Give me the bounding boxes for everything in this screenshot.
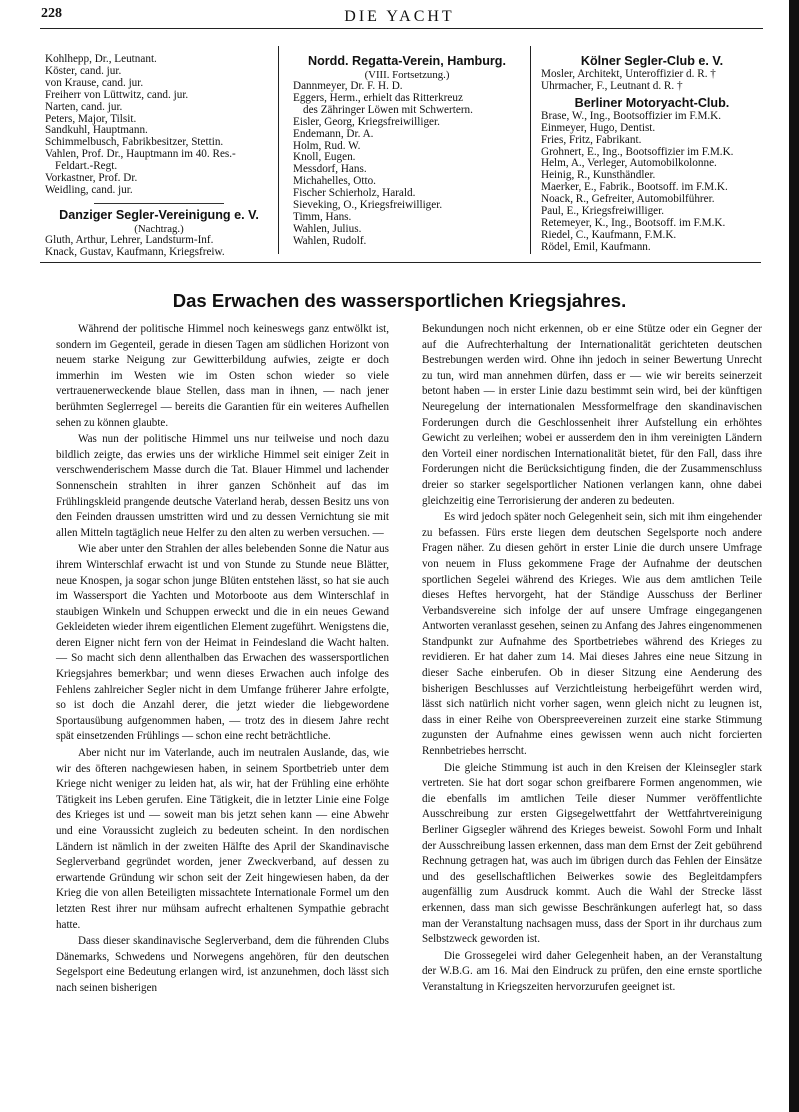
member-column-3 bbox=[541, 54, 763, 254]
article-paragraph: Wie aber unter den Strahlen der alles belebenden Sonne die Natur aus ihrem Winterschlaf erwacht ist und von Stunde zu Stunde neue Blätter, neue Knospen, ja sogar schon junge Blüten entstehen lässt, so hat sie auch im Wassersport die Yachten und Motorboote aus dem Winterschlaf in staubigen Winkeln und Schuppen erweckt und die in ein neues Gewand Gekleideten wieder ihrem eigentlichen Element zugeführt. Wenigstens die, deren Eigner nicht fern von der Heimat in Feindesland die Wacht halten. — So macht sich denn allenthalben das Erwachen des wassersportlichen Kriegsjahres bemerkbar; und wenn dieses Erwachen auch infolge des Fehlens zahlreicher Segler nicht in dem Umfange früherer Jahre erfolgte, so ist doch die Anzahl derer, die jetzt wieder die liebgewordene Sportausübung aufgenommen haben, — trotz des in diesem Jahre recht spät einsetzenden Frühlings — schon eine recht beträchtliche. bbox=[56, 543, 389, 743]
section-divider bbox=[40, 262, 761, 263]
member-entry-continued: des Zähringer Löwen mit Schwertern. bbox=[303, 103, 473, 116]
member-entry: Uhrmacher, F., Leutnant d. R. † bbox=[541, 79, 683, 92]
club-subheading: (VIII. Fortsetzung.) bbox=[364, 69, 450, 81]
member-list bbox=[45, 54, 273, 197]
member-entry: Weidling, cand. jur. bbox=[45, 183, 133, 196]
member-entry: Riedel, C., Kaufmann, F.M.K. bbox=[541, 228, 677, 241]
member-entry: Brase, W., Ing., Bootsoffizier im F.M.K. bbox=[541, 109, 722, 122]
member-entry: Messdorf, Hans. bbox=[293, 163, 367, 176]
member-entry: Peters, Major, Tilsit. bbox=[45, 112, 137, 125]
article-title: Das Erwachen des wassersportlichen Kriegsjahres. bbox=[172, 290, 627, 311]
member-entry: Freiherr von Lüttwitz, cand. jur. bbox=[45, 88, 189, 101]
member-entry: Michahelles, Otto. bbox=[293, 175, 376, 188]
article-paragraph: Bekundungen noch nicht erkennen, ob er eine Stütze oder ein Gegner der auf die Aufrechterhaltung der Internationalität gerichteten deutschen Bestrebungen werden wird. Ohne ihn jedoch in seiner Bewertung Unrecht zu tun, wird man annehmen dürfen, dass er — wie wir bereits seinerzeit betont haben — in erster Linie dazu bestimmt sein wird, bei der künftigen Neuregelung der internationalen Messformelfrage den skandinavischen Forderungen durch die Geschlossenheit ihrer Aufstellung ein erhöhtes Gewicht zu verleihen; wobei er ausserdem den in ihm vereinigten Ländern den Vorteil einer nordischen Internationalität bietet, für den Fall, dass ihre Forderungen nicht die Berücksichtigung finden, die der Zusammenschluss dreier so starker segelsportlicher Nationen verlangen kann, ohne dabei gleichzeitig eine Terrorisierung der anderen zu bedeuten. bbox=[422, 323, 762, 507]
member-entry: Wahlen, Rudolf. bbox=[293, 234, 367, 247]
column-divider bbox=[530, 46, 531, 254]
article-paragraph: Es wird jedoch später noch Gelegenheit sein, sich mit ihm eingehender zu befassen. Fürs erste liegen dem deutschen Segelsporte noch andere Fragen näher. Zu diesen gehört in erster Linie die durch unsere Umfrage von neuem in Fluss gekommene Frage der Aufnahme der deutschen sportlichen Segelei während des Krieges. Wie aus dem amtlichen Teile dieses Heftes hervorgeht, hat der Ständige Ausschuss der Berliner Verbandsvereine sich infolge der auf unsere Umfrage eingegangenen Antworten veranlasst gesehen, seinen zu Anfang des Jahres eingenommenen Standpunkt zur Aufnahme des Sportbetriebes während des Krieges zu revidieren. Er hat daher zum 14. Mai dieses Jahres eine neue Sitzung in dieser Sache einberufen. Ob in dieser Sitzung eine Aenderung des bisherigen Beschlusses auf Verzichtleistung herbeigeführt werden wird, lässt sich natürlich nicht vorher sagen, wenn gleich nicht zu leugnen ist, dass in einer Reihe von Oberspreevereinen zurzeit eine starke Stimmung zugunsten der Aufnahme eines gewissen wenn auch nicht forcierten Rennbetriebes herrscht. bbox=[422, 511, 762, 758]
member-entry: Holm, Rud. W. bbox=[293, 139, 361, 152]
column-divider bbox=[278, 46, 279, 254]
member-column-1 bbox=[45, 54, 273, 259]
club-heading: Berliner Motoryacht-Club. bbox=[574, 95, 730, 110]
article-paragraph: Die gleiche Stimmung ist auch in den Kreisen der Kleinsegler stark vertreten. Sie hat dort sogar schon greifbarere Formen angenommen, wie die ebenfalls im amtlichen Teile dieser Nummer veröffentlichte Ausschreibung zur ersten Gigsegelwettfahrt der Wettfahrtvereinigung Berliner Gigsegler während des Krieges beweist. Sowohl Form und Inhalt der Ausschreibung lassen erkennen, dass man dem Ernst der Zeit gebührend Rechnung getragen hat, was auch im übrigen durch das Fehlen der Einsätze und des gesellschaftlichen Beiwerkes sowie des Begleitdampfers augenfällig zum Ausdruck kommt. Auch die Wahl der Strecke lässt erkennen, dass man sich gewisse Beschränkungen auferlegt hat, so dass man der Veranstaltung nachsagen muss, dass der Sport in ihr durchaus zum Selbstzweck geworden ist. bbox=[422, 761, 762, 946]
member-entry: Kohlhepp, Dr., Leutnant. bbox=[45, 53, 157, 65]
article-column-right bbox=[422, 322, 762, 996]
member-entry: Sieveking, O., Kriegsfreiwilliger. bbox=[293, 199, 443, 212]
member-entry: Heinig, R., Kunsthändler. bbox=[541, 169, 656, 182]
member-entry: Fischer Schierholz, Harald. bbox=[293, 187, 416, 200]
member-entry: Einmeyer, Hugo, Dentist. bbox=[541, 121, 656, 134]
member-entry: Grohnert, E., Ing., Bootsoffizier im F.M.K. bbox=[541, 145, 734, 158]
member-entry: Dannmeyer, Dr. F. H. D. bbox=[293, 80, 403, 92]
article-paragraph: Aber nicht nur im Vaterlande, auch im neutralen Auslande, das, wie wir des öfteren nachgewiesen haben, in seinem Sportbetrieb unter dem Kriege nicht weniger zu leiden hat, als wir, hat der Frühling eine erhöhte Tätigkeit ins Leben gerufen. Eine Tätigkeit, die in letzter Linie eine Folge des Krieges ist und — soweit man bis jetzt sehen kann — eine Abwehr und eine Voraussicht zugleich zu bedeuten scheint. In den nordischen Ländern ist nämlich in der zweiten Hälfte des April der Skandinavische Seglerverband gegründet worden, jener Zweckverband, auf dessen zu erwartende Gründung wir schon seit der Zeit hingewiesen haben, da der Krieg die von allen Beteiligten missachtete Internationale Formel um den letzten Rest ihrer nur mühsam aufrecht erhaltenen Sympathie gebracht hatte. bbox=[56, 747, 389, 931]
article-paragraph: Dass dieser skandinavische Seglerverband, dem die führenden Clubs Dänemarks, Schwedens und Norwegens angehören, für den deutschen Segelsport eine Bedeutung erlangen wird, ist anzunehmen, doch lässt sich nach seinen bisherigen bbox=[56, 935, 389, 994]
club-heading: Kölner Segler-Club e. V. bbox=[580, 54, 724, 68]
member-entry: Timm, Hans. bbox=[293, 210, 352, 223]
member-entry: Retemeyer, K., Ing., Bootsoff. im F.M.K. bbox=[541, 216, 726, 229]
article-column-left bbox=[56, 322, 389, 997]
member-entry: Helm, A., Verleger, Automobilkolonne. bbox=[541, 157, 717, 170]
article-paragraph: Während der politische Himmel noch keineswegs ganz entwölkt ist, sondern im Gegenteil, gerade in diesen Tagen am südlichen Horizont von neuem starke Neigung zur Gewitterbildung aufwies, zeigte er doch immerhin im Westen wie im Osten schon wieder so viele vertrauenerweckende blaue Stellen, dass man in ihnen, — nach jener berühmten Seglerregel — bereits die Garantien für ein weiteres Aufhellen sehen zu können glaubte. bbox=[56, 323, 389, 429]
member-entry: Vorkastner, Prof. Dr. bbox=[45, 172, 138, 185]
article-paragraph: Die Grossegelei wird daher Gelegenheit haben, an der Veranstaltung der W.B.G. am 16. Mai den Eindruck zu prüfen, den eine ernste sportliche Veranstaltung in Kriegszeiten hervorzurufen geeignet ist. bbox=[422, 949, 762, 993]
club-subheading: (Nachtrag.) bbox=[134, 222, 184, 235]
scan-edge bbox=[789, 0, 799, 1112]
section-rule bbox=[94, 203, 224, 204]
member-entry: Knack, Gustav, Kaufmann, Kriegsfreiw. bbox=[45, 245, 225, 258]
member-entry: Paul, E., Kriegsfreiwilliger. bbox=[541, 205, 665, 218]
member-column-2 bbox=[293, 54, 521, 248]
header-rule bbox=[40, 28, 763, 29]
member-entry: Rödel, Emil, Kaufmann. bbox=[541, 240, 651, 253]
member-entry: Maerker, E., Fabrik., Bootsoff. im F.M.K. bbox=[541, 181, 728, 194]
club-heading: Nordd. Regatta-Verein, Hamburg. bbox=[307, 54, 507, 68]
member-entry: Schimmelbusch, Fabrikbesitzer, Stettin. bbox=[45, 136, 224, 149]
member-entry: Mosler, Architekt, Unteroffizier d. R. † bbox=[541, 68, 716, 80]
club-heading: Danziger Segler-Vereinigung e. V. bbox=[59, 207, 259, 222]
member-entry-continued: Feldart.-Regt. bbox=[55, 160, 118, 173]
member-entry: Köster, cand. jur. bbox=[45, 64, 122, 77]
member-entry: Vahlen, Prof. Dr., Hauptmann im 40. Res.- bbox=[45, 148, 236, 161]
member-entry: Endemann, Dr. A. bbox=[293, 127, 374, 140]
member-entry: Fries, Fritz, Fabrikant. bbox=[541, 133, 642, 146]
member-entry: Gluth, Arthur, Lehrer, Landsturm-Inf. bbox=[45, 233, 214, 246]
member-entry: Noack, R., Gefreiter, Automobilführer. bbox=[541, 193, 715, 206]
member-entry: Knoll, Eugen. bbox=[293, 151, 356, 164]
member-entry: Wahlen, Julius. bbox=[293, 222, 362, 235]
journal-title: DIE YACHT bbox=[344, 8, 455, 25]
member-entry: Eggers, Herm., erhielt das Ritterkreuz bbox=[293, 91, 463, 104]
member-entry: von Krause, cand. jur. bbox=[45, 76, 144, 89]
article-paragraph: Was nun der politische Himmel uns nur teilweise und noch dazu bildlich zeigte, das erwies uns der wirkliche Himmel seit einiger Zeit in verschwenderischem Masse durch die Tat. Blauer Himmel und lachender Sonnenschein strahlten in ihrer ganzen Schönheit auf das im Frühlingskleid prangende deutsche Vaterland herab, dessen Besitz uns von den Feinden draussen umstritten wird und zu dessen Vernichtung sie mit allen Mitteln tagtäglich neue Helfer zu den alten zu werben versuchen. — bbox=[56, 433, 389, 539]
page-number: 228 bbox=[41, 6, 62, 21]
member-entry: Sandkuhl, Hauptmann. bbox=[45, 124, 148, 137]
member-entry: Narten, cand. jur. bbox=[45, 100, 123, 113]
member-entry: Eisler, Georg, Kriegsfreiwilliger. bbox=[293, 115, 440, 128]
